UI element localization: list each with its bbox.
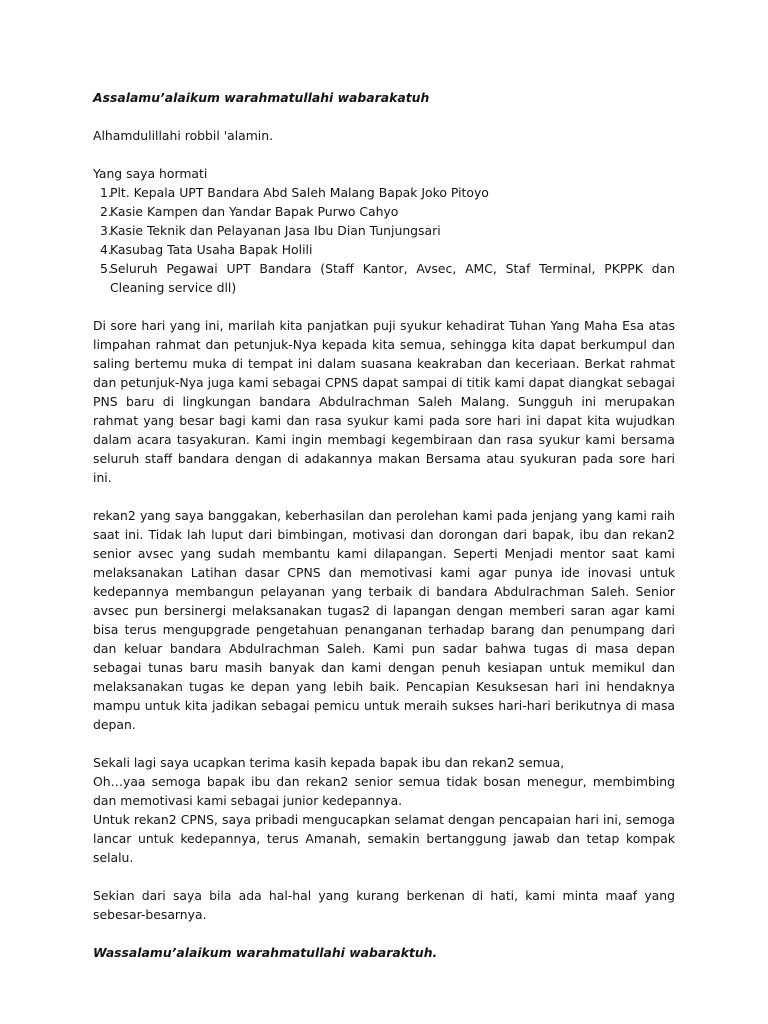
- honor-list-item: [93, 202, 675, 221]
- spacer: [93, 297, 675, 316]
- spacer: [93, 145, 675, 164]
- list-text: Kasubag Tata Usaha Bapak Holili: [110, 242, 313, 257]
- paragraph-gratitude: Di sore hari yang ini, marilah kita panjatkan puji syukur kehadirat Tuhan Yang Maha Esa atas limpahan rahmat dan petunjuk-Nya kepada kita semua, sehingga kita dapat berkumpul dan saling bertemu muka di tempat ini dalam suasana keakraban dan keceriaan. Berkat rahmat dan petunjuk-Nya juga kami sebagai CPNS dapat sampai di titik kami dapat diangkat sebagai PNS baru di lingkungan bandara Abdulrachman Saleh Malang. Sungguh ini merupakan rahmat yang besar bagi kami dan rasa syukur kami pada sore hari ini dapat kita wujudkan dalam acara tasyakuran. Kami ingin membagi kegembiraan dan rasa syukur kami bersama seluruh staff bandara dengan di adakannya makan Bersama atau syukuran pada sore hari ini.: [93, 318, 675, 485]
- list-number: 1.: [100, 185, 112, 200]
- paragraph-request: Oh…yaa semoga bapak ibu dan rekan2 senior semua tidak bosan menegur, membimbing dan memotivasi kami sebagai junior kedepannya.: [93, 774, 675, 808]
- list-text: Plt. Kepala UPT Bandara Abd Saleh Malang Bapak Joko Pitoyo: [110, 185, 489, 200]
- list-text: Kasie Teknik dan Pelayanan Jasa Ibu Dian Tunjungsari: [110, 223, 441, 238]
- honor-list-item: [93, 221, 675, 240]
- spacer: [93, 487, 675, 506]
- honor-list: [93, 183, 675, 297]
- paragraph-apology: Sekian dari saya bila ada hal-hal yang kurang berkenan di hati, kami minta maaf yang sebesar-besarnya.: [93, 888, 675, 922]
- list-number: 5.: [100, 261, 112, 276]
- spacer: [93, 734, 675, 753]
- closing: Wassalamu’alaikum warahmatullahi wabaraktuh.: [93, 945, 438, 960]
- document-page: [93, 88, 675, 962]
- list-number: 2.: [100, 204, 112, 219]
- list-number: 4.: [100, 242, 112, 257]
- honor-list-item: [93, 183, 675, 202]
- list-text: Seluruh Pegawai UPT Bandara (Staff Kantor, Avsec, AMC, Staf Terminal, PKPPK dan Cleaning service dll): [110, 261, 675, 295]
- spacer: [93, 867, 675, 886]
- spacer: [93, 924, 675, 943]
- list-text: Kasie Kampen dan Yandar Bapak Purwo Cahyo: [110, 204, 399, 219]
- list-number: 3.: [100, 223, 112, 238]
- paragraph-congrats: Untuk rekan2 CPNS, saya pribadi mengucapkan selamat dengan pencapaian hari ini, semoga lancar untuk kedepannya, terus Amanah, semakin bertanggung jawab dan tetap kompak selalu.: [93, 812, 675, 865]
- paragraph-thanks: Sekali lagi saya ucapkan terima kasih kepada bapak ibu dan rekan2 semua,: [93, 755, 565, 770]
- honor-heading: Yang saya hormati: [93, 166, 208, 181]
- honor-list-item: [93, 240, 675, 259]
- honor-list-item: [93, 259, 675, 297]
- paragraph-seniors: rekan2 yang saya banggakan, keberhasilan dan perolehan kami pada jenjang yang kami raih saat ini. Tidak lah luput dari bimbingan, motivasi dan dorongan dari bapak, ibu dan rekan2 senior avsec yang sudah membantu kami dilapangan. Seperti Menjadi mentor saat kami melaksanakan Latihan dasar CPNS dan memotivasi kami agar punya ide inovasi untuk kedepannya membangun pelayanan yang terbaik di bandara Abdulrachman Saleh. Senior avsec pun bersinergi melaksanakan tugas2 di lapangan dengan memberi saran agar kami bisa terus mengupgrade pengetahuan penanganan terhadap barang dan penumpang dari dan keluar bandara Abdulrachman Saleh. Kami pun sadar bahwa tugas di masa depan sebagai tunas baru masih banyak dan kami dengan penuh kesiapan untuk memikul dan melaksanakan tugas ke depan yang lebih baik. Pencapian Kesuksesan hari ini hendaknya mampu untuk kita jadikan sebagai pemicu untuk meraih sukses hari-hari berikutnya di masa depan.: [93, 508, 675, 732]
- opening: Alhamdulillahi robbil 'alamin.: [93, 128, 274, 143]
- greeting: Assalamu’alaikum warahmatullahi wabarakatuh: [93, 90, 430, 105]
- spacer: [93, 107, 675, 126]
